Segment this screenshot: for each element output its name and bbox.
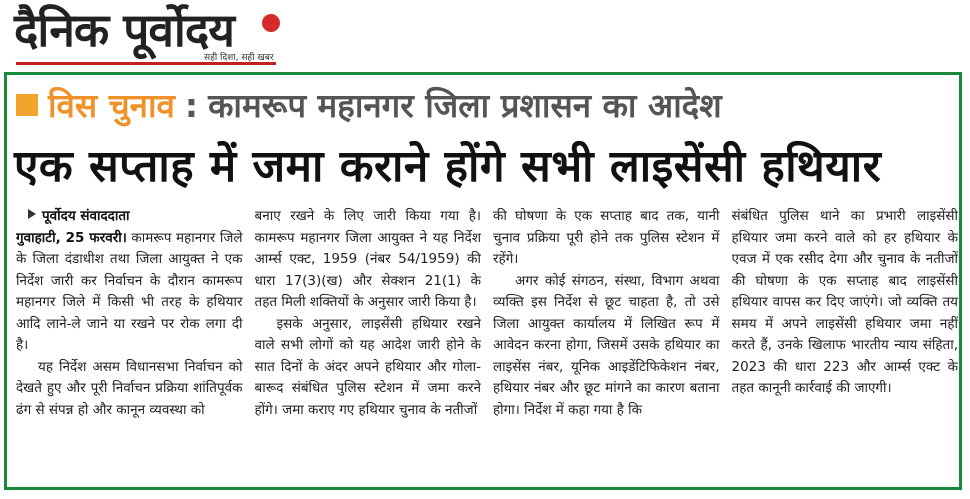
- article-column-3: [493, 206, 720, 482]
- kicker-label: विस चुनाव: [48, 86, 175, 125]
- article-column-4: [732, 206, 959, 482]
- paragraph: बनाए रखने के लिए जारी किया गया है। कामरूप महानगर जिला आयुक्त ने यह निर्देश आर्म्स एक्ट, 1959 (नंबर 54/1959) की धारा 17(3)(ख) और सेक्शन 21(1) के तहत मिली शक्तियों के अनुसार जारी किया है।: [254, 208, 481, 310]
- byline: [16, 206, 243, 228]
- newspaper-logo: दैनिक पूर्वोदय: [14, 3, 234, 57]
- kicker-separator: :: [184, 86, 199, 125]
- dateline: गुवाहाटी, 25 फरवरी।: [16, 229, 127, 246]
- headline: एक सप्ताह में जमा कराने होंगे सभी लाइसेंसी हथियार: [14, 141, 882, 192]
- kicker-square-icon: [16, 94, 38, 116]
- masthead: [8, 4, 288, 70]
- kicker-subtitle: कामरूप महानगर जिला प्रशासन का आदेश: [208, 86, 722, 125]
- masthead-tagline: सही दिशा, सही खबर: [204, 53, 274, 63]
- article-column-2: [255, 206, 482, 482]
- paragraph: अगर कोई संगठन, संस्था, विभाग अथवा व्यक्ति इस निर्देश से छूट चाहता है, तो उसे जिला आयुक्त कार्यालय में लिखित रूप में आवेदन करना होगा, जिसमें उसके हथियार का लाइसेंस नंबर, यूनिक आइडेंटिफिकेशन नंबर, हथियार नंबर और छूट मांगने का कारण बताना होगा। निर्देश में कहा गया है कि: [493, 272, 720, 418]
- paragraph: यह निर्देश असम विधानसभा निर्वाचन को देखते हुए और पूरी निर्वाचन प्रक्रिया शांतिपूर्वक ढंग से संपन्न हो और कानून व्यवस्था को: [16, 358, 243, 418]
- paragraph: संबंधित पुलिस थाने का प्रभारी लाइसेंसी हथियार जमा करने वाले को हर हथियार के एवज में एक रसीद देगा और चुनाव के नतीजों की घोषणा के एक सप्ताह बाद लाइसेंसी हथियार वापस कर दिए जाएंगे। जो व्यक्ति तय समय में अपने लाइसेंसी हथियार जमा नहीं करते हैं, उनके खिलाफ भारतीय न्याय संहिता, 2023 की धारा 223 और आर्म्स एक्ट के तहत कानूनी कार्रवाई की जाएगी।: [731, 208, 958, 396]
- paragraph: इसके अनुसार, लाइसेंसी हथियार रखने वाले सभी लोगों को यह आदेश जारी होने के सात दिनों के अंदर अपने हथियार और गोला-बारूद संबंधित पुलिस स्टेशन में जमा करने होंगे। जमा कराए गए हथियार चुनाव के नतीजों: [254, 315, 481, 418]
- kicker-line: [16, 84, 956, 128]
- logo-dot-icon: [262, 14, 280, 32]
- paragraph: की घोषणा के एक सप्ताह बाद तक, यानी चुनाव प्रक्रिया पूरी होने तक पुलिस स्टेशन में रहेंगे।: [493, 208, 720, 267]
- byline-arrow-icon: [28, 209, 36, 219]
- byline-text: पूर्वोदय संवाददाता: [42, 208, 130, 224]
- article-column-1: [16, 206, 243, 482]
- article-body: [16, 206, 958, 482]
- paragraph-text: कामरूप महानगर जिले के जिला दंडाधीश तथा जिला आयुक्त ने एक निर्देश जारी कर निर्वाचन के दौरान कामरूप महानगर जिले में किसी भी तरह के हथियार आदि लाने-ले जाने या रखने पर रोक लगा दी है।: [16, 229, 243, 353]
